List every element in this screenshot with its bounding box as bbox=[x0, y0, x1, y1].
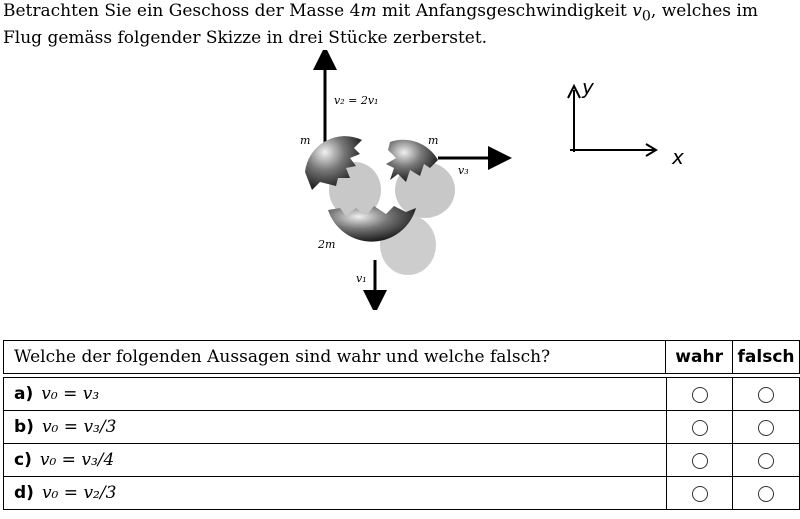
v0-subscript: 0 bbox=[641, 8, 651, 25]
mass-left-label: m bbox=[300, 134, 311, 147]
statement-d bbox=[4, 477, 667, 510]
statement-label: c) bbox=[14, 450, 32, 470]
radio-false-c[interactable] bbox=[758, 453, 774, 469]
column-false-header: falsch bbox=[733, 341, 800, 374]
statement-lhs: v₀ bbox=[39, 450, 57, 470]
true-cell bbox=[666, 444, 733, 477]
radio-true-c[interactable] bbox=[692, 453, 708, 469]
statement-row-b bbox=[4, 411, 800, 444]
mass-bottom-label: 2m bbox=[318, 238, 336, 251]
statement-rhs: v₂/3 bbox=[83, 483, 117, 503]
statement-label: b) bbox=[14, 417, 34, 437]
false-cell bbox=[733, 444, 800, 477]
radio-true-b[interactable] bbox=[692, 420, 708, 436]
false-cell bbox=[733, 378, 800, 411]
statement-rel: = bbox=[58, 417, 84, 437]
radio-true-a[interactable] bbox=[692, 387, 708, 403]
intro-text-c: , welches im Flug gemäss folgender Skizze in drei Stücke zerberstet. bbox=[3, 1, 758, 49]
explosion-figure bbox=[290, 50, 520, 310]
radio-false-b[interactable] bbox=[758, 420, 774, 436]
statement-row-d bbox=[4, 477, 800, 510]
true-cell bbox=[666, 378, 733, 411]
radio-true-d[interactable] bbox=[692, 486, 708, 502]
statement-lhs: v₀ bbox=[41, 417, 59, 437]
statement-label: a) bbox=[14, 384, 34, 404]
intro-text-a: Betrachten Sie ein Geschoss der Masse 4 bbox=[3, 1, 361, 21]
statement-a bbox=[4, 378, 667, 411]
statement-label: d) bbox=[14, 483, 34, 503]
statements-table bbox=[3, 377, 800, 510]
v1-label: v₁ bbox=[356, 272, 367, 285]
question-header-table bbox=[3, 340, 800, 374]
x-axis-label: x bbox=[672, 145, 684, 169]
statement-c bbox=[4, 444, 667, 477]
statement-rel: = bbox=[56, 450, 82, 470]
column-true-header: wahr bbox=[666, 341, 733, 374]
true-cell bbox=[666, 477, 733, 510]
statement-rhs: v₃ bbox=[82, 384, 100, 404]
statement-lhs: v₀ bbox=[41, 384, 58, 404]
mass-right-label: m bbox=[428, 134, 439, 147]
statement-rel: = bbox=[58, 483, 84, 503]
statement-row-a bbox=[4, 378, 800, 411]
v0-variable: v bbox=[632, 1, 642, 21]
v2-label: v₂ = 2v₁ bbox=[334, 94, 379, 107]
false-cell bbox=[733, 477, 800, 510]
radio-false-d[interactable] bbox=[758, 486, 774, 502]
y-axis-label: y bbox=[582, 75, 594, 99]
statement-rhs: v₃/4 bbox=[81, 450, 115, 470]
v3-label: v₃ bbox=[458, 164, 469, 177]
intro-text-b: mit Anfangsgeschwindigkeit bbox=[376, 1, 633, 21]
true-cell bbox=[666, 411, 733, 444]
explosion-sketch bbox=[290, 50, 520, 310]
statement-b bbox=[4, 411, 667, 444]
statement-row-c bbox=[4, 444, 800, 477]
false-cell bbox=[733, 411, 800, 444]
statement-rel: = bbox=[57, 384, 83, 404]
mass-variable: m bbox=[360, 1, 377, 21]
statement-rhs: v₃/3 bbox=[83, 417, 117, 437]
problem-statement bbox=[3, 0, 799, 49]
question-text: Welche der folgenden Aussagen sind wahr und welche falsch? bbox=[4, 341, 666, 374]
statement-lhs: v₀ bbox=[41, 483, 59, 503]
axes-sketch bbox=[560, 72, 700, 172]
radio-false-a[interactable] bbox=[758, 387, 774, 403]
